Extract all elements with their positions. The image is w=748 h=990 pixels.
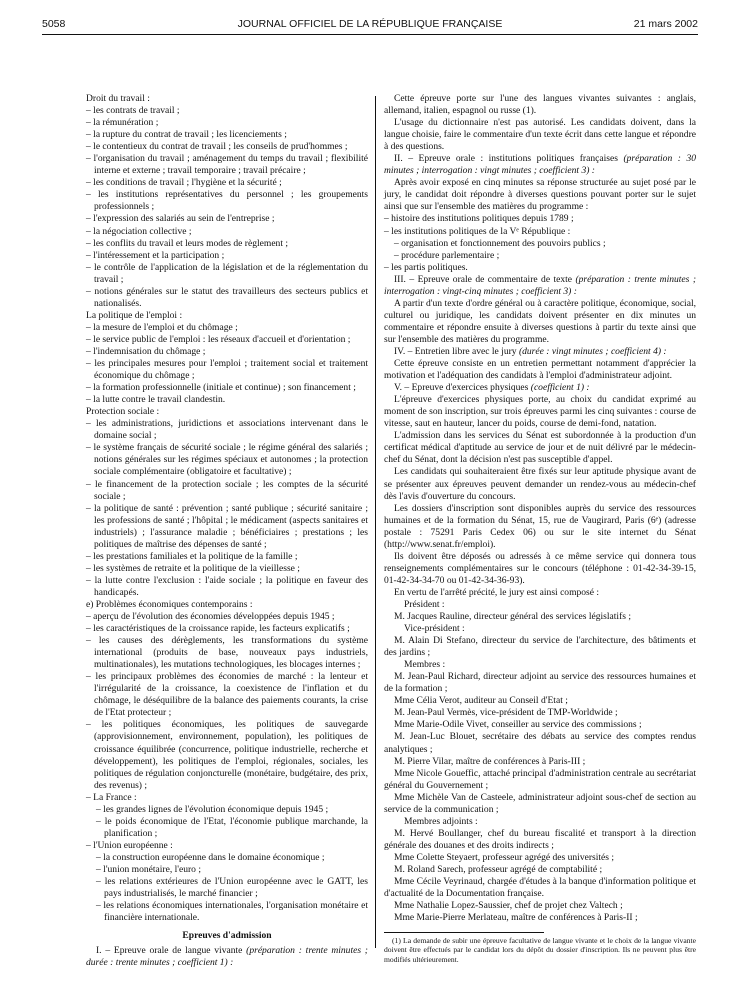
jury-role: Membres adjoints : [404, 815, 478, 827]
sub-list-item: – les relations extérieures de l'Union européenne avec le GATT, les pays industrialisés, le marché financier ; [96, 876, 368, 900]
jury-member: Mme Nicole Goueffic, attaché principal d'administration centrale au secrétariat général du Gouvernement ; [384, 767, 696, 791]
jury-member: Mme Marie-Pierre Merlateau, maître de conférences à Paris-II ; [394, 912, 638, 924]
jury-member: M. Jean-Luc Blouet, secrétaire des débats au service des comptes rendus analytiques ; [384, 731, 696, 755]
list-item: – le système français de sécurité sociale ; le régime général des salariés ; notions générales sur les régimes spéciaux et autonomes ; la protection sociale complémentaire (obligatoire et facultative) ; [86, 442, 368, 478]
exam-paragraph [384, 153, 696, 177]
sub-list-item: – les grandes lignes de l'évolution économique depuis 1945 ; [96, 803, 329, 815]
jury-member: M. Roland Sarech, professeur agrégé de comptabilité ; [394, 864, 603, 875]
list-item: – le service public de l'emploi : les réseaux d'accueil et d'orientation ; [86, 333, 351, 345]
jury-member: Mme Nathalie Lopez-Saussier, chef de projet chez Valtech ; [394, 900, 623, 912]
section-heading: Droit du travail : [86, 93, 150, 104]
section-heading: Protection sociale : [86, 406, 160, 418]
jury-member: M. Jean-Paul Richard, directeur adjoint au service des ressources humaines et de la formation ; [384, 671, 696, 695]
journal-title: JOURNAL OFFICIEL DE LA RÉPUBLIQUE FRANÇAISE [237, 18, 503, 30]
list-item: – les principales mesures pour l'emploi ; traitement social et traitement économique du chômage ; [86, 358, 368, 382]
list-item: – l'intéressement et la participation ; [86, 249, 225, 261]
sub-list-item: – les relations économiques internationales, l'organisation monétaire et financière internationale. [96, 900, 368, 924]
list-item: – les conditions de travail ; l'hygiène et la sécurité ; [86, 177, 282, 189]
jury-member: M. Jacques Rauline, directeur général des services législatifs ; [394, 611, 631, 623]
list-item: – les caractéristiques de la croissance rapide, les facteurs explicatifs ; [86, 623, 350, 635]
jury-member: M. Alain Di Stefano, directeur du service de l'architecture, des bâtiments et des jardins ; [384, 635, 696, 659]
issue-date: 21 mars 2002 [633, 18, 698, 30]
paragraph: Les candidats qui souhaiteraient être fixés sur leur aptitude physique avant de se présenter aux épreuves peuvent demander un rendez-vous au médecin-chef dès l'avis d'ouverture du concours. [384, 466, 696, 502]
paragraph: L'usage du dictionnaire n'est pas autorisé. Les candidats doivent, dans la langue choisie, faire le commentaire d'un texte écrit dans cette langue et répondre à des questions. [384, 117, 696, 153]
column-divider [375, 96, 376, 948]
page-header [42, 18, 698, 34]
section-heading: e) Problèmes économiques contemporains : [86, 598, 253, 610]
list-item: – le contrôle de l'application de la législation et de la réglementation du travail ; [86, 261, 368, 285]
exam-details: (coefficient 1) : [530, 382, 590, 394]
exam-details: (préparation : trente minutes ; durée : trente minutes ; coefficient 1) : [86, 945, 368, 969]
jury-member: M. Jean-Paul Vermès, vice-président de TMP-Worldwide ; [394, 707, 618, 719]
list-item: – la politique de santé : prévention ; santé publique ; sécurité sanitaire ; les professions de santé ; l'hôpital ; le médicament (aspects sanitaires et industriels) ; l'assurance maladie ; bénéficiaires ; prestations ; les politiques de maîtrise des dépenses de santé ; [86, 502, 368, 550]
list-item: – la lutte contre le travail clandestin. [86, 394, 226, 406]
exam-paragraph [384, 346, 696, 358]
exam-title: I. – Epreuve orale de langue vivante [96, 945, 247, 957]
list-item: – la lutte contre l'exclusion : l'aide sociale ; la politique en faveur des handicapés. [86, 574, 368, 598]
list-item: – aperçu de l'évolution des économies développées depuis 1945 ; [86, 611, 335, 623]
list-item: – les conflits du travail et leurs modes de règlement ; [86, 237, 289, 249]
list-item: – la mesure de l'emploi et du chômage ; [86, 321, 238, 333]
section-heading: La politique de l'emploi : [86, 309, 183, 321]
exam-title: V. – Epreuve d'exercices physiques [394, 382, 531, 394]
footnote: (1) La demande de subir une épreuve facultative de langue vivante et le choix de la langue vivante doivent être effectués par le candidat lors du dépôt du dossier d'inscription. Ils ne peuvent plus être modifiés ultérieurement. [384, 936, 696, 964]
exam-title: III. – Epreuve orale de commentaire de texte [394, 273, 576, 285]
exam-details: (durée : vingt minutes ; coefficient 4) : [518, 345, 667, 357]
list-item: – les administrations, juridictions et associations intervenant dans le domaine social ; [86, 418, 368, 442]
paragraph: En vertu de l'arrêté précité, le jury est ainsi composé : [394, 586, 600, 598]
list-item: – les institutions politiques de la Vᵉ République : [384, 225, 571, 237]
list-item: – la rupture du contrat de travail ; les licenciements ; [86, 129, 287, 141]
jury-member: Mme Michèle Van de Casteele, administrateur adjoint sous-chef de section au service de la communication ; [384, 791, 696, 815]
list-item: – la négociation collective ; [86, 225, 192, 237]
sub-list-item: – organisation et fonctionnement des pouvoirs publics ; [394, 237, 606, 249]
list-item: – la rémunération ; [86, 117, 159, 129]
paragraph: A partir d'un texte d'ordre général ou à caractère politique, économique, social, culturel ou juridique, les candidats doivent présenter en dix minutes un commentaire et répondre ensuite à diverses questions à partir du texte ainsi que sur l'ensemble des matières du programme. [384, 297, 696, 345]
paragraph: Après avoir exposé en cinq minutes sa réponse structurée au sujet posé par le jury, le candidat doit répondre à diverses questions pouvant porter sur le sujet ainsi que sur l'ensemble des matières du programme : [384, 177, 696, 213]
exam-title: IV. – Entretien libre avec le jury [394, 345, 519, 357]
list-item: – les prestations familiales et la politique de la famille ; [86, 550, 298, 562]
jury-member: Mme Célia Verot, auditeur au Conseil d'Etat ; [394, 695, 568, 707]
exam-paragraph [384, 274, 696, 298]
jury-member: Mme Cécile Veyrinaud, chargée d'études à la banque d'information politique et d'actualité de la Documentation française. [384, 876, 696, 900]
sub-list-item: – l'union monétaire, l'euro ; [96, 864, 201, 875]
paragraph: L'épreuve d'exercices physiques porte, au choix du candidat exprimé au moment de son inscription, sur trois épreuves parmi les cinq suivantes : course de vitesse, saut en hauteur, lancer du poids, course de demi-fond, natation. [384, 394, 696, 430]
list-item: – les politiques économiques, les politiques de sauvegarde (approvisionnement, environnement, population), les politiques de croissance équilibrée (concurrence, politique industrielle, recherche et développement), les politiques de l'emploi, régionales, sociales, les politiques de régulation conjoncturelle (monétaire, budgétaire, des prix, des revenus) ; [86, 719, 368, 791]
jury-role: Président : [404, 598, 445, 610]
paragraph: Ils doivent être déposés ou adressés à ce même service qui donnera tous renseignements complémentaires sur le concours (téléphone : 01-42-34-39-15, 01-42-34-34-70 ou 01-42-34-36-93). [384, 550, 696, 586]
paragraph: Cette épreuve porte sur l'une des langues vivantes suivantes : anglais, allemand, italien, espagnol ou russe (1). [384, 93, 696, 117]
exam-details: (préparation : trente minutes ; interrogation : vingt-cinq minutes ; coefficient 3) : [384, 273, 696, 297]
jury-role: Membres : [404, 659, 446, 671]
list-item: – les partis politiques. [384, 261, 468, 273]
list-item: – les systèmes de retraite et la politique de la vieillesse ; [86, 562, 300, 574]
list-item: – l'Union européenne : [86, 839, 173, 851]
page-number: 5058 [42, 18, 66, 30]
jury-member: Mme Marie-Odile Vivet, conseiller au service des commissions ; [394, 719, 642, 731]
list-item: – notions générales sur le statut des travailleurs des secteurs publics et nationalisés. [86, 285, 368, 309]
exam-paragraph [384, 382, 696, 394]
sub-list-item: – la construction européenne dans le domaine économique ; [96, 851, 325, 863]
list-item: – le contentieux du contrat de travail ; les conseils de prud'hommes ; [86, 141, 348, 153]
sub-list-item: – procédure parlementaire ; [394, 249, 500, 261]
jury-member: M. Hervé Boullanger, chef du bureau fiscalité et transport à la direction générale des douanes et des droits indirects ; [384, 827, 696, 851]
jury-member: Mme Colette Steyaert, professeur agrégé des universités ; [394, 851, 615, 863]
list-item: – La France : [86, 791, 137, 803]
list-item: – l'expression des salariés au sein de l'entreprise ; [86, 213, 275, 225]
paragraph: Les dossiers d'inscription sont disponibles auprès du service des ressources humaines et de la formation du Sénat, 15, rue de Vaugirard, Paris (6ᵉ) (adresse postale : 75291 Paris Cedex 06) ou sur le site internet du Sénat (http://www.senat.fr/emploi). [384, 502, 696, 550]
list-item: – les contrats de travail ; [86, 105, 180, 117]
section-title: Epreuves d'admission [182, 930, 272, 942]
list-item: – les causes des dérèglements, les transformations du système international (produits de base, nouveaux pays industriels, multinationales), les mutations technologiques, les blocages internes ; [86, 635, 368, 671]
paragraph: Cette épreuve consiste en un entretien permettant notamment d'apprécier la motivation et l'adéquation des candidats à l'emploi d'administrateur adjoint. [384, 358, 696, 382]
sub-list-item: – le poids économique de l'Etat, l'économie publique marchande, la planification ; [96, 815, 368, 839]
footnote-rule [384, 932, 544, 933]
exam-title: II. – Epreuve orale : institutions politiques françaises [394, 153, 624, 165]
list-item: – les principaux problèmes des économies de marché : la lenteur et l'irrégularité de la croissance, la coexistence de l'inflation et du chômage, le déséquilibre de la balance des paiements courants, la crise de l'Etat protecteur ; [86, 671, 368, 719]
list-item: – les institutions représentatives du personnel ; les groupements professionnels ; [86, 189, 368, 213]
exam-details: (préparation : 30 minutes ; interrogation : vingt minutes ; coefficient 3) : [384, 153, 696, 177]
header-rule [42, 34, 698, 35]
jury-role: Vice-président : [404, 623, 465, 635]
jury-member: M. Pierre Vilar, maître de conférences à Paris-III ; [394, 755, 586, 767]
list-item: – l'indemnisation du chômage ; [86, 345, 206, 357]
exam-paragraph [86, 945, 368, 969]
list-item: – histoire des institutions politiques depuis 1789 ; [384, 213, 574, 225]
left-column [86, 93, 368, 969]
right-column [384, 93, 696, 964]
list-item: – le financement de la protection sociale ; les comptes de la sécurité sociale ; [86, 478, 368, 502]
paragraph: L'admission dans les services du Sénat est subordonnée à la production d'un certificat médical d'aptitude au service de jour et de nuit délivré par le médecin-chef du Sénat, dont la décision n'est pas susceptible d'appel. [384, 430, 696, 466]
list-item: – la formation professionnelle (initiale et continue) ; son financement ; [86, 382, 356, 394]
list-item: – l'organisation du travail ; aménagement du temps du travail ; flexibilité interne et externe ; travail temporaire ; travail précaire ; [86, 153, 368, 177]
